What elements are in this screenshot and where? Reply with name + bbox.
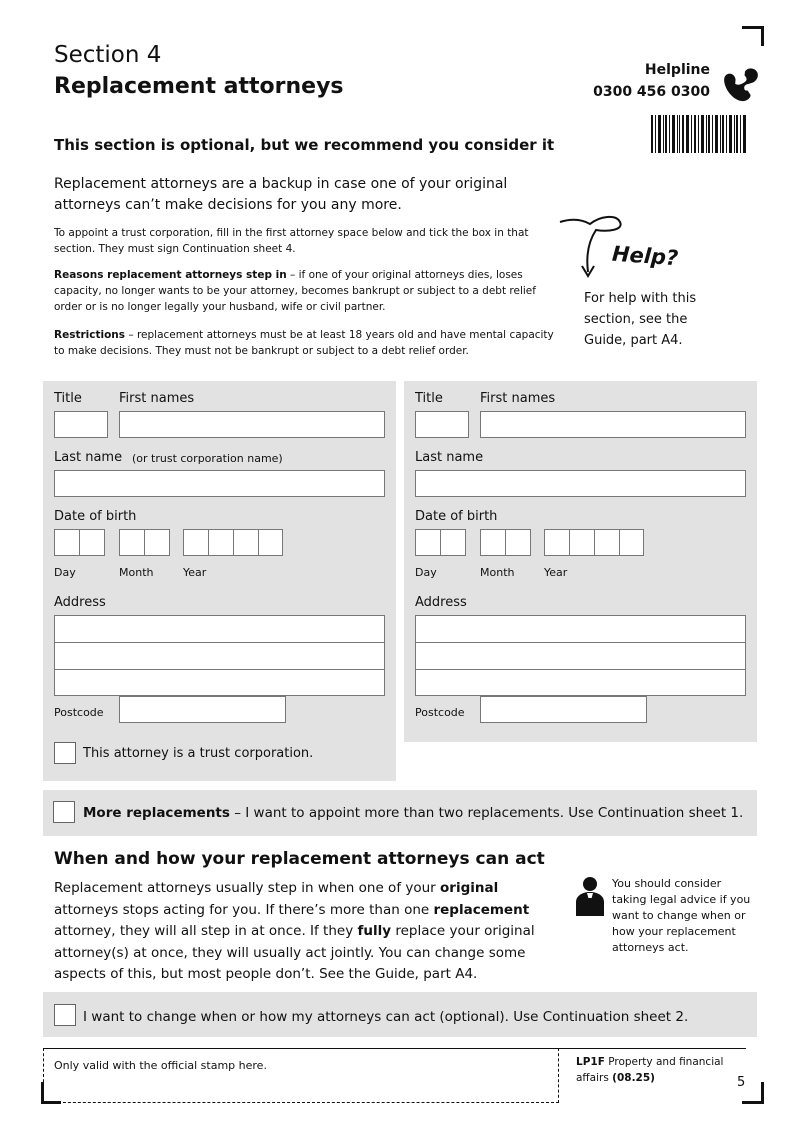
postcode-input[interactable] <box>480 696 647 723</box>
dob-year-digit-1[interactable] <box>183 529 209 556</box>
trust-corporation-checkbox[interactable] <box>54 742 76 764</box>
when-how-text <box>54 878 554 986</box>
restrictions-text: – replacement attorneys must be at least 18 years old and have mental capacity to make decisions. They must not be bankrupt or subject to a debt relief order. <box>54 329 554 357</box>
section-number: Section 4 <box>54 42 162 68</box>
barcode <box>651 115 747 153</box>
address-line-1-input[interactable] <box>54 615 385 643</box>
title-label: Title <box>415 391 443 406</box>
title-label: Title <box>54 391 82 406</box>
address-line-3-input[interactable] <box>54 669 385 696</box>
first-names-input[interactable] <box>119 411 385 438</box>
postcode-label: Postcode <box>415 706 465 719</box>
day-label: Day <box>415 566 437 579</box>
first-names-label: First names <box>119 391 195 406</box>
last-name-note: (or trust corporation name) <box>132 452 283 465</box>
address-line-2-input[interactable] <box>54 642 385 670</box>
title-input[interactable] <box>54 411 108 438</box>
change-option-label: I want to change when or how my attorneys can act (optional). Use Continuation sheet 2. <box>83 1009 689 1025</box>
last-name-label: Last name <box>415 450 484 465</box>
when-how-bold-original: original <box>440 880 499 896</box>
more-replacements-checkbox[interactable] <box>53 801 75 823</box>
corner-mark <box>41 1082 61 1104</box>
helpline-label: Helpline <box>644 62 710 78</box>
dob-year-digit-4[interactable] <box>258 529 283 556</box>
dob-day-digit-1[interactable] <box>415 529 441 556</box>
form-code-id: LP1F <box>576 1056 605 1068</box>
address-label: Address <box>54 595 106 610</box>
when-how-bold-replacement: replacement <box>433 901 530 918</box>
postcode-input[interactable] <box>119 696 286 723</box>
form-name: Property and financial affairs <box>576 1056 724 1084</box>
month-label: Month <box>119 566 154 579</box>
help-text: For help with this section, see the Guide, part A4. <box>584 291 697 348</box>
legal-advice-note: You should consider taking legal advice if you want to change when or how your replacement attorneys act. <box>612 877 751 954</box>
phone-icon <box>720 62 758 102</box>
dob-year-digit-4[interactable] <box>619 529 644 556</box>
last-name-input[interactable] <box>54 470 385 497</box>
corner-mark <box>742 1082 764 1104</box>
first-names-input[interactable] <box>480 411 746 438</box>
reasons-label: Reasons replacement attorneys step in <box>54 269 287 281</box>
last-name-label: Last name <box>54 450 123 465</box>
dob-month-digit-2[interactable] <box>144 529 170 556</box>
trust-corporation-note: To appoint a trust corporation, fill in the first attorney space below and tick the box in that section. They must sign Continuation sheet 4. <box>54 227 529 255</box>
trust-corporation-label: This attorney is a trust corporation. <box>83 746 314 761</box>
dob-year-digit-2[interactable] <box>569 529 595 556</box>
restrictions-label: Restrictions <box>54 329 126 341</box>
address-line-1-input[interactable] <box>415 615 746 643</box>
dob-year-digit-3[interactable] <box>233 529 259 556</box>
optional-heading: This section is optional, but we recommend you consider it <box>54 136 555 154</box>
first-names-label: First names <box>480 391 556 406</box>
stamp-text: Only valid with the official stamp here. <box>54 1059 267 1072</box>
dob-year-digit-1[interactable] <box>544 529 570 556</box>
dob-day-digit-2[interactable] <box>440 529 466 556</box>
when-how-text-part: replace your original attorney(s) at once, they will usually act jointly. You can change some aspects of this, but most people don’t. See the Guide, part A4. <box>54 923 535 982</box>
day-label: Day <box>54 566 76 579</box>
address-line-2-input[interactable] <box>415 642 746 670</box>
dob-month-digit-2[interactable] <box>505 529 531 556</box>
year-label: Year <box>183 566 207 579</box>
when-how-text-part: attorney, they will all step in at once. If they <box>54 923 358 939</box>
when-how-text-part: attorneys stops acting for you. If there’s more than one <box>54 901 434 918</box>
dob-label: Date of birth <box>54 509 137 524</box>
title-input[interactable] <box>415 411 469 438</box>
dob-month-digit-1[interactable] <box>480 529 506 556</box>
dob-day-digit-2[interactable] <box>79 529 105 556</box>
address-line-3-input[interactable] <box>415 669 746 696</box>
month-label: Month <box>480 566 515 579</box>
corner-mark <box>742 26 764 46</box>
dob-month-digit-1[interactable] <box>119 529 145 556</box>
page-number: 5 <box>737 1075 746 1090</box>
dob-year-digit-2[interactable] <box>208 529 234 556</box>
dob-year-digit-3[interactable] <box>594 529 620 556</box>
more-replacements-text <box>83 805 743 821</box>
when-how-heading: When and how your replacement attorneys can act <box>54 849 545 869</box>
more-replacements-detail: – I want to appoint more than two replacements. Use Continuation sheet 1. <box>229 805 744 821</box>
address-label: Address <box>415 595 467 610</box>
dob-day-digit-1[interactable] <box>54 529 80 556</box>
legal-advisor-icon <box>574 876 606 918</box>
form-code <box>576 1054 726 1086</box>
when-how-bold-fully: fully <box>357 923 392 939</box>
section-title: Replacement attorneys <box>54 74 344 99</box>
more-replacements-label: More replacements <box>83 805 230 821</box>
restrictions-paragraph <box>54 327 559 359</box>
help-title: Help? <box>611 241 679 271</box>
intro-lead: Replacement attorneys are a backup in case one of your original attorneys can’t make decisions for you any more. <box>54 176 508 213</box>
helpline-number: 0300 456 0300 <box>593 84 710 100</box>
last-name-input[interactable] <box>415 470 746 497</box>
form-version: (08.25) <box>612 1072 655 1084</box>
reasons-text: – if one of your original attorneys dies, loses capacity, no longer wants to be your attorney, becomes bankrupt or subject to a debt relief order or is no longer legally your husband, wife or civil partner. <box>54 269 536 313</box>
postcode-label: Postcode <box>54 706 104 719</box>
when-how-text-part: Replacement attorneys usually step in when one of your <box>54 880 441 896</box>
reasons-paragraph <box>54 267 559 315</box>
year-label: Year <box>544 566 568 579</box>
change-option-checkbox[interactable] <box>54 1004 76 1026</box>
stamp-area <box>43 1048 559 1103</box>
dob-label: Date of birth <box>415 509 498 524</box>
